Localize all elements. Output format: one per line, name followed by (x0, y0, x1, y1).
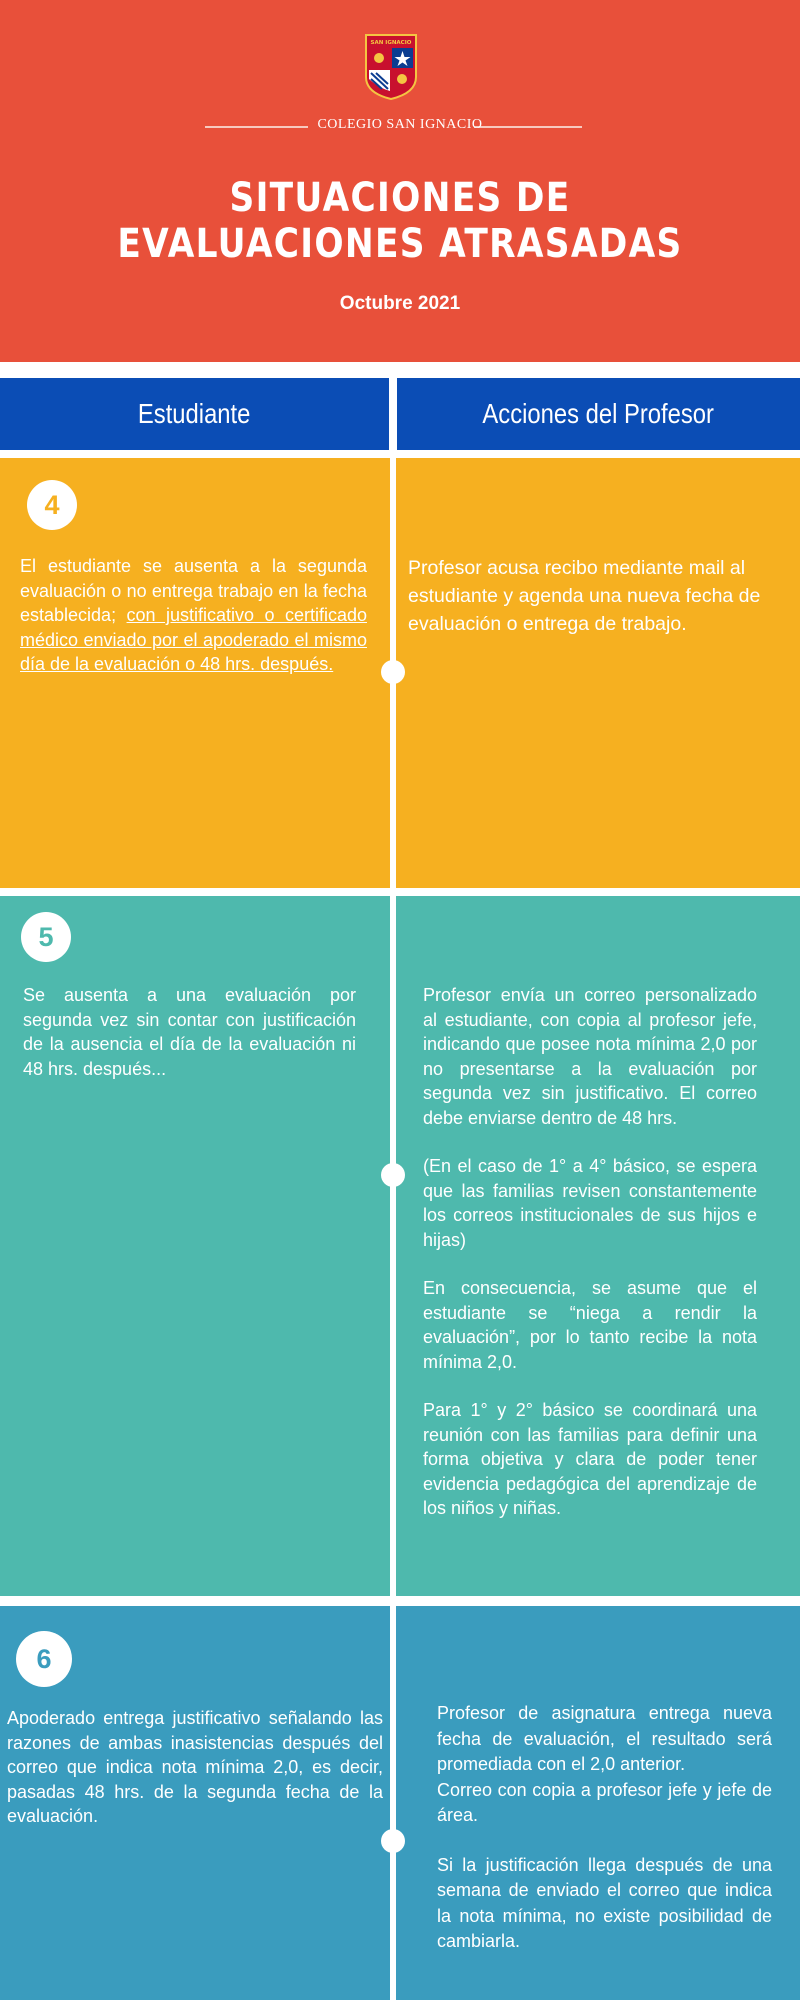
timeline-dot (381, 1829, 405, 1853)
student-text-4-underlined: con justificativo o certificado médico enviado por el apoderado el mismo día de la evaluación o 48 hrs. después. (20, 605, 367, 674)
teacher-paragraph: Correo con copia a profesor jefe y jefe de área. (437, 1779, 772, 1825)
date-label: Octubre 2021 (339, 293, 461, 314)
teacher-paragraph: Profesor de asignatura entrega nueva fecha de evaluación, el resultado será promediada con el 2,0 anterior. (437, 1703, 772, 1774)
section-number-6: 6 (16, 1631, 72, 1687)
crest-banner-text: SAN IGNACIO (370, 40, 412, 46)
student-text-5: Se ausenta a una evaluación por segunda vez sin contar con justificación de la ausencia el día de la evaluación ni 48 hrs. después... (23, 985, 356, 1079)
section-number-4: 4 (27, 480, 77, 530)
column-header-teacher: Acciones del Profesor (397, 378, 800, 450)
teacher-paragraph: Para 1° y 2° básico se coordinará una reunión con las familias para definir una forma objetiva y clara de poder tener evidencia pedagógica del aprendizaje de los niños y niñas. (423, 1400, 757, 1518)
teacher-paragraph: Profesor acusa recibo mediante mail al estudiante y agenda una nueva fecha de evaluación o entrega de trabajo. (408, 557, 761, 635)
column-header-student: Estudiante (0, 378, 389, 450)
teacher-text-5 (423, 983, 757, 1545)
teacher-text-6 (437, 1701, 772, 1979)
timeline-dot (381, 660, 405, 684)
teacher-paragraph: En consecuencia, se asume que el estudiante se “niega a rendir la evaluación”, por lo tanto recibe la nota mínima 2,0. (423, 1278, 757, 1372)
student-text-6: Apoderado entrega justificativo señalando las razones de ambas inasistencias después del correo que indica nota mínima 2,0, es decir, pasadas 48 hrs. de la segunda fecha de la evaluación. (7, 1708, 383, 1826)
teacher-paragraph: (En el caso de 1° a 4° básico, se espera que las familias revisen constantemente los correos institucionales de sus hijos e hijas) (423, 1156, 757, 1250)
school-crest-icon (364, 33, 418, 101)
teacher-text-4 (408, 554, 770, 662)
school-name: COLEGIO SAN IGNACIO (317, 117, 483, 132)
header-banner (0, 0, 800, 362)
page-title (56, 175, 744, 267)
teacher-paragraph: Si la justificación llega después de una semana de enviado el correo que indica la nota mínima, no existe posibilidad de cambiarla. (437, 1854, 772, 1951)
title-line-1: SITUACIONES DE (229, 175, 571, 221)
timeline-divider (390, 458, 396, 2000)
timeline-dot (381, 1163, 405, 1187)
student-text-4 (20, 554, 367, 677)
student-text-4-plain: El estudiante se ausenta a la segunda evaluación o no entrega trabajo en la fecha establecida; (20, 556, 367, 625)
teacher-paragraph: Profesor envía un correo personalizado al estudiante, con copia al profesor jefe, indicando que posee nota mínima 2,0 por no presentarse a la evaluación por segunda vez sin justificativo. El correo debe enviarse dentro de 48 hrs. (423, 985, 757, 1128)
title-line-2: EVALUACIONES ATRASADAS (117, 221, 683, 267)
section-number-5: 5 (21, 912, 71, 962)
